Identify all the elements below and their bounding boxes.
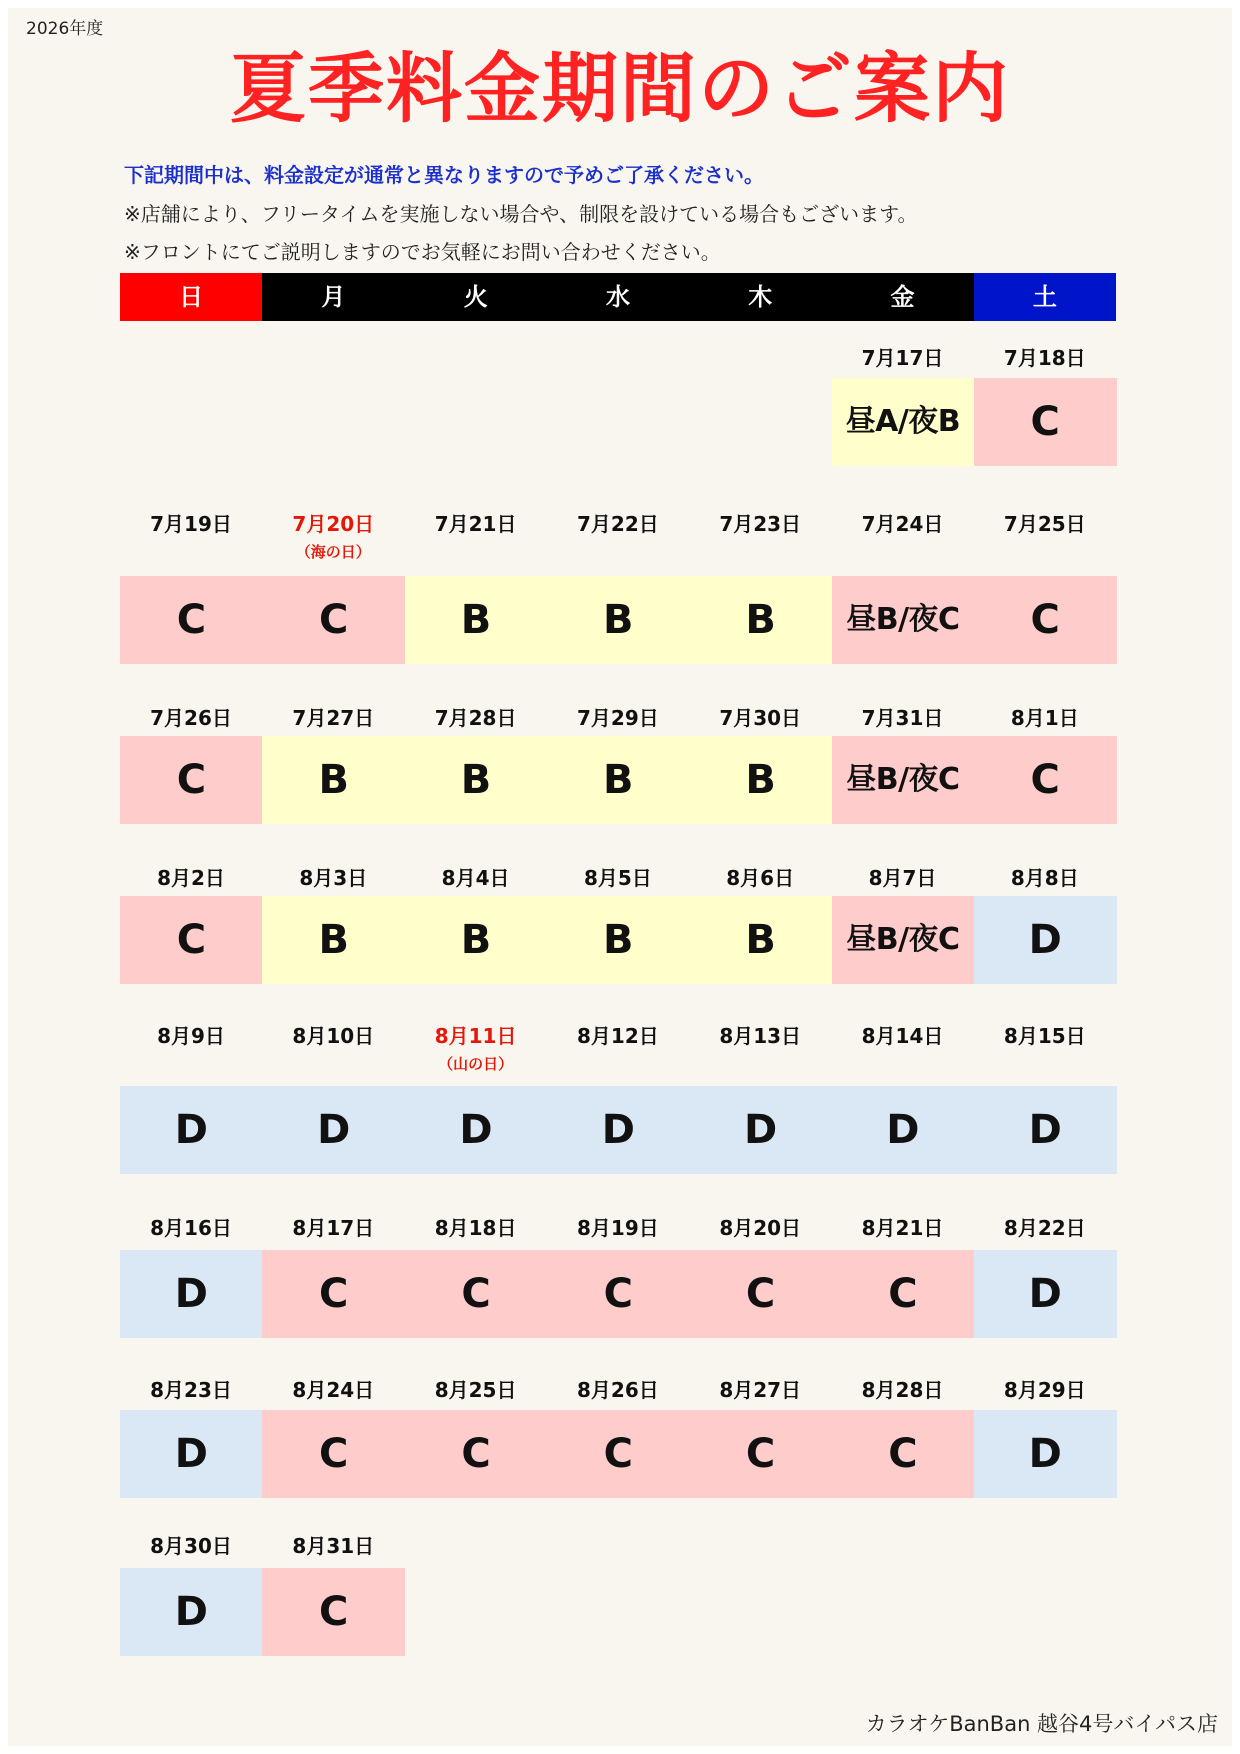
notice-main: 下記期間中は、料金設定が通常と異なりますので予めご了承ください。 — [124, 163, 764, 187]
price-tier-cell: C — [689, 1250, 832, 1338]
price-tier-cell: B — [547, 896, 690, 984]
notice-free-time: ※店舗により、フリータイムを実施しない場合や、制限を設けている場合もございます。 — [124, 202, 918, 226]
weekday-thu: 木 — [689, 273, 831, 321]
date-label: 7月19日 — [150, 512, 232, 536]
date-label: 8月12日 — [577, 1024, 659, 1048]
weekday-mon: 月 — [262, 273, 404, 321]
weekday-fri: 金 — [831, 273, 973, 321]
price-tier-cell: C — [262, 576, 405, 664]
price-tier-cell: D — [832, 1086, 975, 1174]
price-tier-cell: B — [689, 736, 832, 824]
price-tier-cell: B — [547, 576, 690, 664]
date-label: 8月30日 — [150, 1534, 232, 1558]
price-tier-cell: B — [405, 736, 548, 824]
price-tier-cell: C — [120, 736, 263, 824]
price-tier-cell: C — [120, 576, 263, 664]
date-label: 7月29日 — [577, 706, 659, 730]
price-tier-cell: D — [120, 1568, 263, 1656]
date-label: 8月20日 — [719, 1216, 802, 1240]
date-label: 7月21日 — [434, 512, 517, 536]
date-label: 8月15日 — [1003, 1024, 1086, 1048]
price-tier-cell: D — [974, 896, 1117, 984]
price-tier-cell: B — [405, 576, 548, 664]
date-label: 8月11日 — [434, 1024, 517, 1048]
date-label: 8月26日 — [577, 1378, 659, 1402]
price-tier-cell: C — [689, 1410, 832, 1498]
price-tier-cell: C — [405, 1250, 548, 1338]
price-tier-cell: B — [547, 736, 690, 824]
store-name: カラオケBanBan 越谷4号バイパス店 — [865, 1712, 1218, 1736]
fiscal-year-label: 2026年度 — [26, 19, 104, 39]
date-label: 7月22日 — [577, 512, 659, 536]
date-label: 8月22日 — [1003, 1216, 1086, 1240]
date-label: 8月21日 — [861, 1216, 944, 1240]
price-tier-cell: D — [405, 1086, 548, 1174]
price-tier-cell: D — [120, 1410, 263, 1498]
date-label: 8月23日 — [150, 1378, 232, 1402]
date-label: 8月31日 — [292, 1534, 375, 1558]
price-tier-cell: C — [547, 1410, 690, 1498]
date-label: 8月24日 — [292, 1378, 375, 1402]
price-tier-cell: D — [974, 1086, 1117, 1174]
weekday-header — [120, 273, 1116, 321]
weekday-sun: 日 — [120, 273, 262, 321]
weekday-tue: 火 — [405, 273, 547, 321]
date-label: 8月25日 — [434, 1378, 517, 1402]
price-tier-cell: C — [974, 736, 1117, 824]
price-tier-cell: C — [262, 1568, 405, 1656]
holiday-name: （海の日） — [295, 543, 371, 561]
price-tier-cell: C — [120, 896, 263, 984]
price-tier-cell: D — [120, 1250, 263, 1338]
date-label: 8月3日 — [299, 866, 368, 890]
price-tier-cell: D — [689, 1086, 832, 1174]
price-tier-cell: D — [120, 1086, 263, 1174]
date-label: 8月16日 — [150, 1216, 232, 1240]
date-label: 8月10日 — [292, 1024, 375, 1048]
date-label: 8月19日 — [577, 1216, 659, 1240]
price-tier-cell: C — [974, 576, 1117, 664]
date-label: 7月20日 — [292, 512, 375, 536]
holiday-name: （山の日） — [438, 1055, 514, 1073]
date-label: 7月27日 — [292, 706, 375, 730]
weekday-sat: 土 — [974, 273, 1116, 321]
price-tier-cell: D — [974, 1250, 1117, 1338]
page-title: 夏季料金期間のご案内 — [230, 44, 1010, 133]
price-tier-cell: 昼B/夜C — [832, 736, 975, 824]
date-label: 8月27日 — [719, 1378, 802, 1402]
price-tier-cell: B — [262, 896, 405, 984]
date-label: 7月17日 — [861, 346, 944, 370]
date-label: 8月8日 — [1010, 866, 1079, 890]
date-label: 8月9日 — [157, 1024, 225, 1048]
date-label: 8月17日 — [292, 1216, 375, 1240]
date-label: 8月2日 — [157, 866, 225, 890]
date-label: 8月18日 — [434, 1216, 517, 1240]
date-label: 8月7日 — [868, 866, 937, 890]
date-label: 7月25日 — [1003, 512, 1086, 536]
date-label: 7月26日 — [150, 706, 232, 730]
price-tier-cell: B — [689, 896, 832, 984]
price-tier-cell: 昼A/夜B — [832, 378, 975, 466]
price-tier-cell: C — [262, 1410, 405, 1498]
date-label: 8月29日 — [1003, 1378, 1086, 1402]
notice-front-desk: ※フロントにてご説明しますのでお気軽にお問い合わせください。 — [124, 240, 721, 264]
price-tier-cell: D — [974, 1410, 1117, 1498]
price-tier-cell: C — [405, 1410, 548, 1498]
date-label: 8月28日 — [861, 1378, 944, 1402]
date-label: 7月28日 — [434, 706, 517, 730]
notice-page — [8, 8, 1232, 1746]
date-label: 7月24日 — [861, 512, 944, 536]
date-label: 8月1日 — [1010, 706, 1079, 730]
date-label: 7月23日 — [719, 512, 802, 536]
price-tier-cell: C — [832, 1250, 975, 1338]
price-tier-cell: C — [832, 1410, 975, 1498]
date-label: 8月14日 — [861, 1024, 944, 1048]
weekday-wed: 水 — [547, 273, 689, 321]
date-label: 8月4日 — [441, 866, 510, 890]
price-tier-cell: B — [689, 576, 832, 664]
price-tier-cell: 昼B/夜C — [832, 576, 975, 664]
price-tier-cell: C — [262, 1250, 405, 1338]
price-tier-cell: 昼B/夜C — [832, 896, 975, 984]
date-label: 7月30日 — [719, 706, 802, 730]
price-tier-cell: B — [405, 896, 548, 984]
date-label: 8月13日 — [719, 1024, 802, 1048]
date-label: 8月6日 — [726, 866, 795, 890]
price-tier-cell: D — [547, 1086, 690, 1174]
date-label: 8月5日 — [583, 866, 652, 890]
price-tier-cell: C — [974, 378, 1117, 466]
price-tier-cell: C — [547, 1250, 690, 1338]
price-tier-cell: B — [262, 736, 405, 824]
price-tier-cell: D — [262, 1086, 405, 1174]
date-label: 7月18日 — [1003, 346, 1086, 370]
date-label: 7月31日 — [861, 706, 944, 730]
